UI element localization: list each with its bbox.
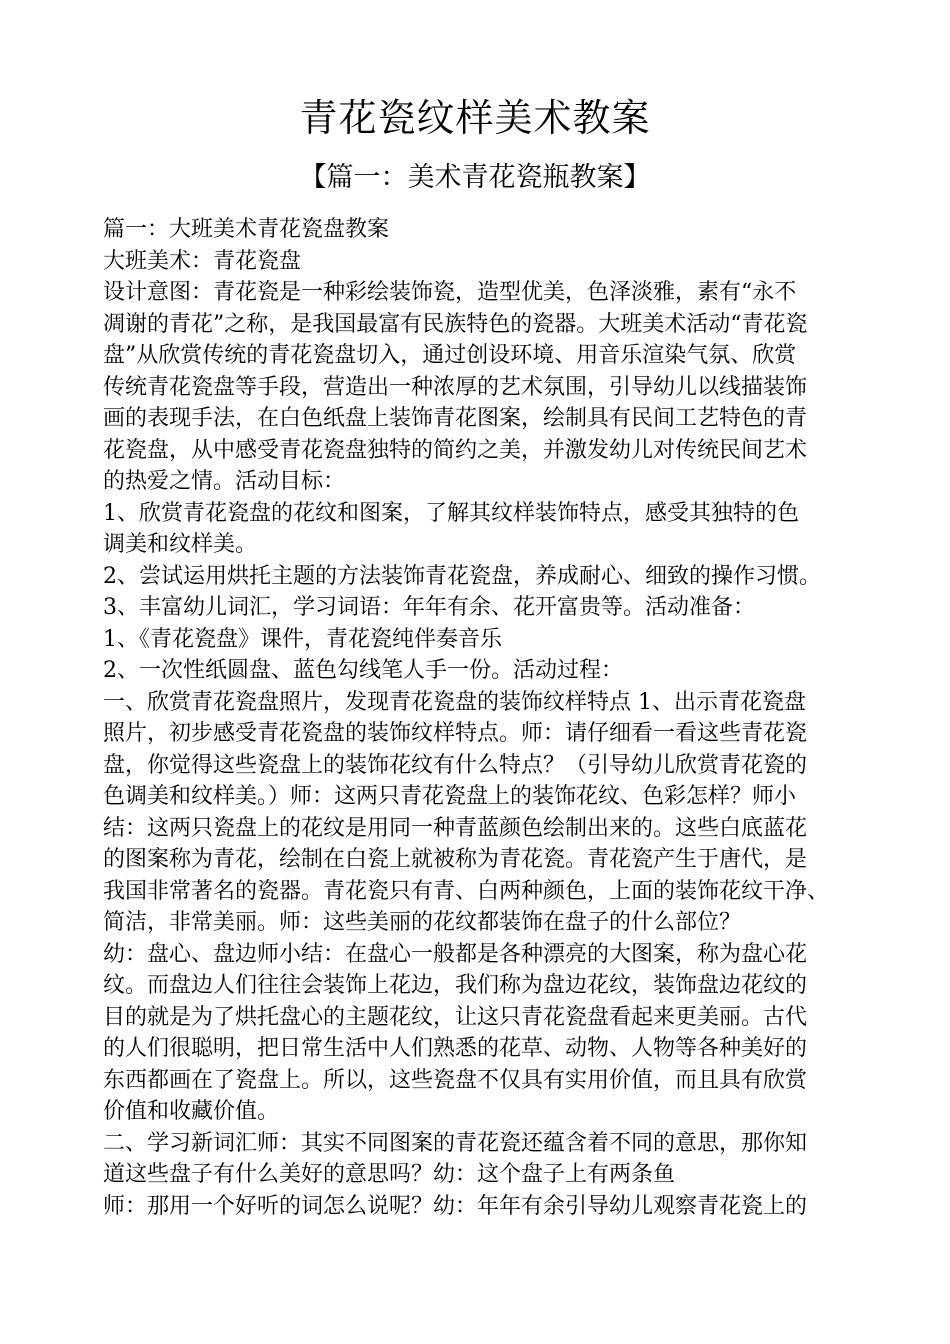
body-text-line: 二、学习新词汇师：其实不同图案的青花瓷还蕴含着不同的意思，那你知 [103,1130,808,1156]
body-text-line: 盘，你觉得这些瓷盘上的装饰花纹有什么特点？（引导幼儿欣赏青花瓷的 [103,752,808,778]
body-text-line: 1、《青花瓷盘》课件，青花瓷纯伴奏音乐 [103,626,502,652]
body-text-line: 凋谢的青花”之称，是我国最富有民族特色的瓷器。大班美术活动“青花瓷 [103,311,808,337]
body-text-line: 照片，初步感受青花瓷盘的装饰纹样特点。师：请仔细看一看这些青花瓷 [103,721,808,746]
body-text-line: 东西都画在了瓷盘上。所以，这些瓷盘不仅具有实用价值，而且具有欣赏 [103,1067,808,1093]
body-text-line: 一、欣赏青花瓷盘照片，发现青花瓷盘的装饰纹样特点 1、出示青花瓷盘 [103,689,806,715]
body-text-line: 的图案称为青花，绘制在白瓷上就被称为青花瓷。青花瓷产生于唐代，是 [103,847,808,872]
body-text-line: 3、丰富幼儿词汇，学习词语：年年有余、花开富贵等。活动准备： [103,595,755,620]
document-body [103,214,873,1222]
body-text-line: 设计意图：青花瓷是一种彩绘装饰瓷，造型优美，色泽淡雅，素有“永不 [103,280,797,305]
body-text-line: 目的就是为了烘托盘心的主题花纹，让这只青花瓷盘看起来更美丽。古代 [103,1004,808,1030]
body-text-line: 的热爱之情。活动目标： [103,469,346,494]
body-text-line: 道这些盘子有什么美好的意思吗？幼：这个盘子上有两条鱼 [103,1162,676,1187]
body-text-line: 传统青花瓷盘等手段，营造出一种浓厚的艺术氛围，引导幼儿以线描装饰 [103,374,808,400]
body-text-line: 篇一：大班美术青花瓷盘教案 [103,217,390,242]
body-text-line: 幼：盘心、盘边师小结：在盘心一般都是各种漂亮的大图案，称为盘心花 [103,941,808,967]
body-text-line: 我国非常著名的瓷器。青花瓷只有青、白两种颜色，上面的装饰花纹干净、 [103,878,830,904]
document-title: 青花瓷纹样美术教案 [299,96,651,140]
body-text-line: 结：这两只瓷盘上的花纹是用同一种青蓝颜色绘制出来的。这些白底蓝花 [103,815,808,841]
body-text-line: 花瓷盘，从中感受青花瓷盘独特的简约之美，并激发幼儿对传统民间艺术 [103,437,808,463]
body-text-line: 师：那用一个好听的词怎么说呢？幼：年年有余引导幼儿观察青花瓷上的 [103,1193,808,1219]
body-text-line: 纹。而盘边人们往往会装饰上花边，我们称为盘边花纹，装饰盘边花纹的 [103,973,808,998]
body-text-line: 2、尝试运用烘托主题的方法装饰青花瓷盘，养成耐心、细致的操作习惯。 [103,563,821,589]
body-text-line: 的人们很聪明，把日常生活中人们熟悉的花草、动物、人物等各种美好的 [103,1036,808,1061]
document-subtitle: 【篇一：美术青花瓷瓶教案】 [299,162,651,193]
body-text-line: 1、欣赏青花瓷盘的花纹和图案，了解其纹样装饰特点，感受其独特的色 [103,500,799,526]
body-text-line: 简洁，非常美丽。师：这些美丽的花纹都装饰在盘子的什么部位？ [103,910,742,935]
body-text-line: 画的表现手法，在白色纸盘上装饰青花图案，绘制具有民间工艺特色的青 [103,406,808,431]
body-text-line: 盘”从欣赏传统的青花瓷盘切入，通过创设环境、用音乐渲染气氛、欣赏 [103,343,797,368]
body-text-line: 调美和纹样美。 [103,532,258,557]
body-text-line: 价值和收藏价值。 [103,1099,280,1124]
body-text-line: 大班美术：青花瓷盘 [103,248,302,274]
body-text-line: 2、一次性纸圆盘、蓝色勾线笔人手一份。活动过程： [103,658,623,683]
body-text-line: 色调美和纹样美。）师：这两只青花瓷盘上的装饰花纹、色彩怎样？师小 [103,784,797,809]
